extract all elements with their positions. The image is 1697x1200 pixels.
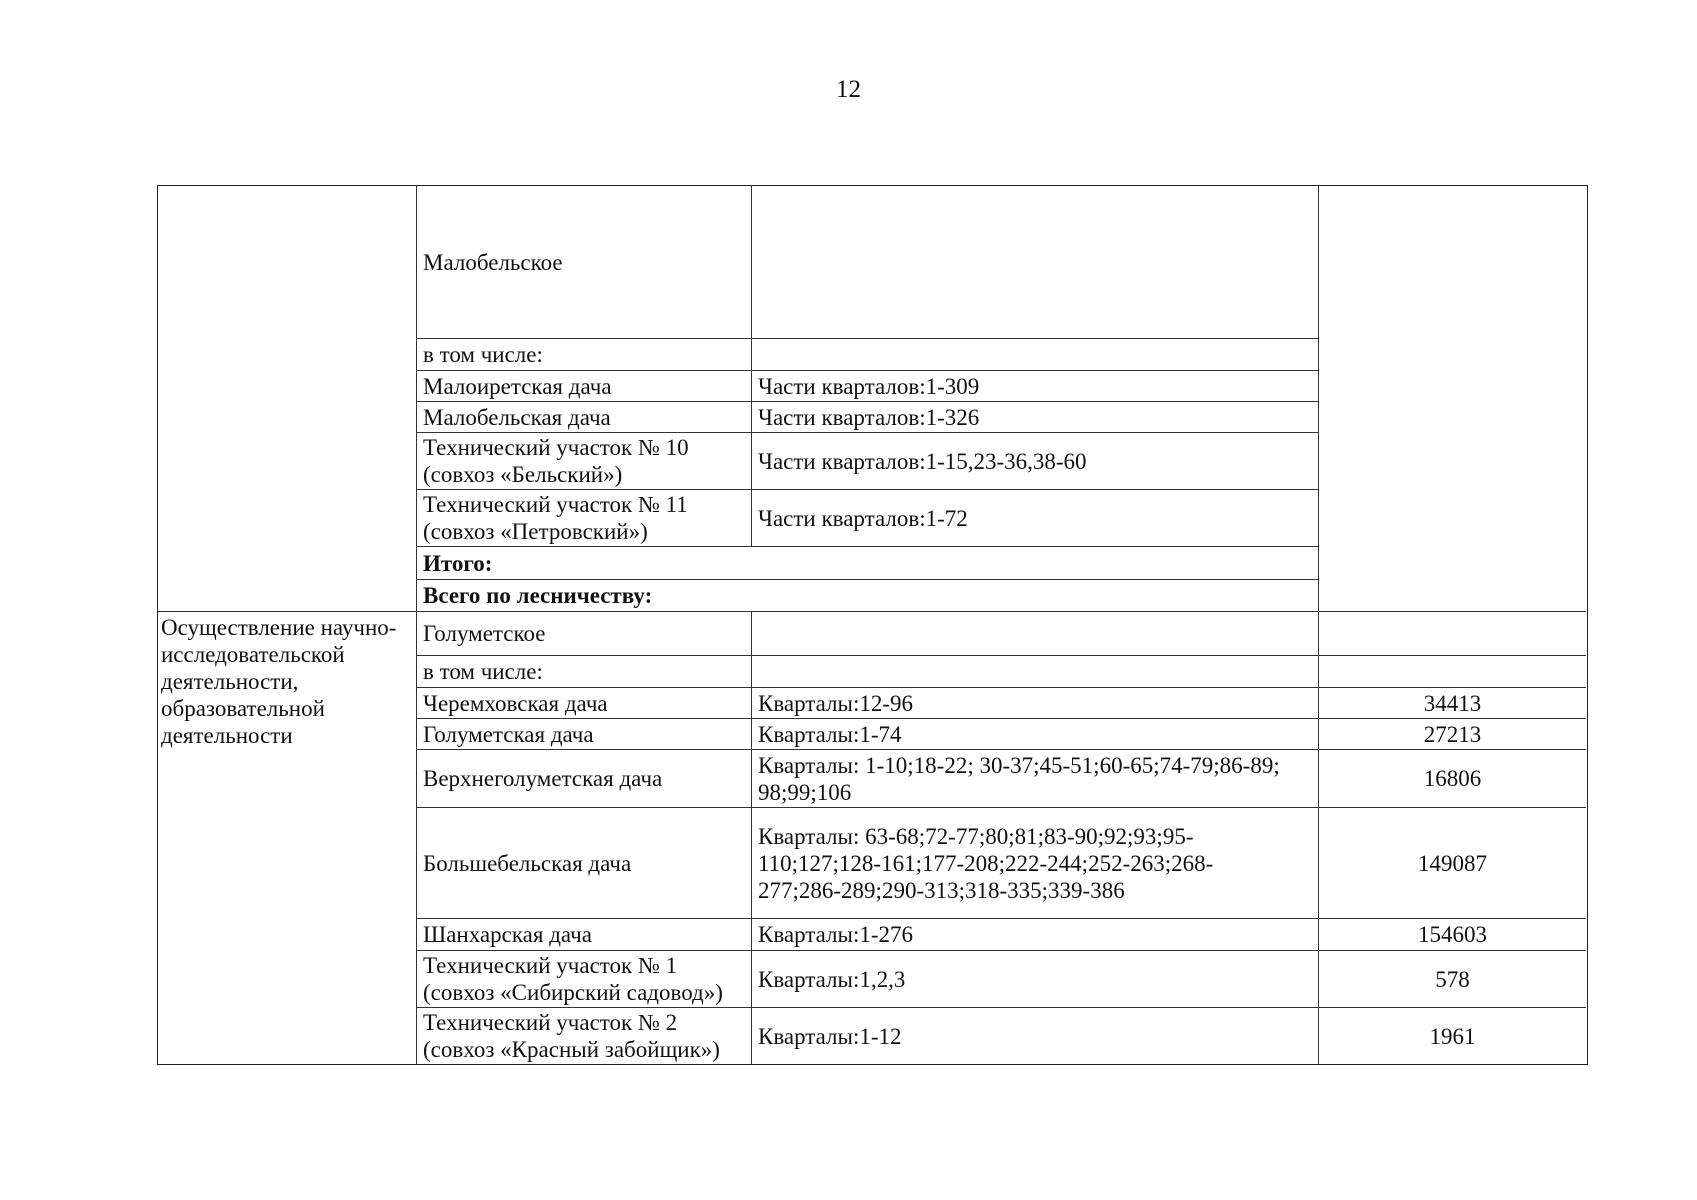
row-quarters-line: 110;127;128-161;177-208;222-244;252-263;268- bbox=[758, 850, 1214, 876]
table-row-name bbox=[416, 718, 751, 749]
row-name: Шанхарская дача bbox=[423, 922, 592, 947]
row-name-line1: Технический участок № 2 bbox=[423, 1010, 678, 1035]
row-quarters: Кварталы:1-276 bbox=[758, 922, 914, 947]
including-label: в том числе: bbox=[423, 342, 543, 367]
purpose-line: исследовательской bbox=[161, 642, 345, 667]
row-quarters: Части кварталов:1-326 bbox=[758, 404, 980, 430]
empty-area-cell bbox=[1318, 655, 1586, 687]
table-row-name bbox=[416, 370, 751, 401]
forestry-name-cell bbox=[416, 611, 751, 655]
total-label: Итого: bbox=[423, 550, 493, 576]
table-row-area bbox=[1318, 749, 1586, 807]
row-area: 149087 bbox=[1418, 850, 1487, 876]
table-row-quarters bbox=[751, 950, 1318, 1007]
table-row-quarters bbox=[751, 432, 1318, 489]
row-quarters: Части кварталов:1-309 bbox=[758, 373, 980, 399]
table-row-area bbox=[1318, 950, 1586, 1007]
row-name-line2: (совхоз «Сибирский садовод») bbox=[423, 980, 723, 1005]
table-row-area bbox=[1318, 807, 1586, 918]
row-area: 16806 bbox=[1423, 766, 1482, 791]
empty-quarters-cell bbox=[751, 338, 1318, 370]
row-area: 154603 bbox=[1418, 922, 1487, 947]
forestry-table bbox=[157, 185, 1588, 1065]
purpose-line: Осуществление научно- bbox=[161, 615, 397, 640]
purpose-line: деятельности, bbox=[161, 669, 299, 694]
row-area: 1961 bbox=[1429, 1023, 1476, 1049]
row-name-line1: Технический участок № 1 bbox=[423, 953, 678, 978]
row-name-line2: (совхоз «Петровский») bbox=[423, 519, 648, 544]
total-row bbox=[416, 546, 1318, 579]
table-row-quarters bbox=[751, 918, 1318, 950]
table-row-quarters bbox=[751, 370, 1318, 401]
area-cell-merged bbox=[1318, 186, 1586, 611]
row-name: Черемховская дача bbox=[423, 690, 608, 716]
row-quarters-line: Кварталы: 63-68;72-77;80;81;83-90;92;93;95- bbox=[758, 823, 1194, 849]
row-quarters: Части кварталов:1-15,23-36,38-60 bbox=[758, 448, 1087, 474]
table-row-name bbox=[416, 807, 751, 918]
row-name-line2: (совхоз «Бельский») bbox=[423, 462, 623, 487]
table-row-name bbox=[416, 687, 751, 718]
table-row-quarters bbox=[751, 1007, 1318, 1064]
table-row-quarters bbox=[751, 489, 1318, 546]
row-quarters: Части кварталов:1-72 bbox=[758, 505, 968, 531]
row-quarters: Кварталы:1-74 bbox=[758, 721, 902, 747]
forestry-name: Малобельское bbox=[423, 249, 563, 275]
table-row-name bbox=[416, 749, 751, 807]
including-label: в том числе: bbox=[423, 659, 543, 684]
table-row-quarters bbox=[751, 749, 1318, 807]
table-row-area bbox=[1318, 687, 1586, 718]
grand-total-row bbox=[416, 579, 1318, 611]
purpose-line: образовательной bbox=[161, 696, 325, 721]
row-area: 27213 bbox=[1423, 721, 1482, 747]
table-row-name bbox=[416, 401, 751, 432]
including-label-cell bbox=[416, 338, 751, 370]
empty-area-cell bbox=[1318, 611, 1586, 655]
row-quarters: Кварталы:12-96 bbox=[758, 690, 914, 716]
empty-quarters-cell bbox=[751, 611, 1318, 655]
table-row-quarters bbox=[751, 687, 1318, 718]
forestry-name-cell bbox=[416, 186, 751, 338]
row-name: Малоиретская дача bbox=[423, 373, 612, 399]
purpose-line: деятельности bbox=[161, 723, 293, 748]
row-quarters-line: Кварталы: 1-10;18-22; 30-37;45-51;60-65;74-79;86-89; bbox=[758, 752, 1280, 778]
row-name-line2: (совхоз «Красный забойщик») bbox=[423, 1037, 720, 1062]
table-row-quarters bbox=[751, 401, 1318, 432]
table-row-area bbox=[1318, 718, 1586, 749]
table-row-name bbox=[416, 432, 751, 489]
row-quarters-line: 277;286-289;290-313;318-335;339-386 bbox=[758, 877, 1125, 903]
row-area: 34413 bbox=[1423, 690, 1482, 716]
forestry-name: Голуметское bbox=[423, 621, 546, 646]
grand-total-label: Всего по лесничеству: bbox=[423, 583, 653, 608]
row-quarters-line: 98;99;106 bbox=[758, 779, 852, 805]
table-row-name bbox=[416, 1007, 751, 1064]
purpose-cell bbox=[158, 611, 416, 1066]
row-quarters: Кварталы:1-12 bbox=[758, 1023, 902, 1049]
table-row-name bbox=[416, 918, 751, 950]
table-row-quarters bbox=[751, 807, 1318, 918]
table-row-area bbox=[1318, 918, 1586, 950]
table-row-name bbox=[416, 489, 751, 546]
row-name-line1: Технический участок № 11 bbox=[423, 492, 688, 517]
row-quarters: Кварталы:1,2,3 bbox=[758, 966, 906, 992]
table-row-area bbox=[1318, 1007, 1586, 1064]
row-name: Большебельская дача bbox=[423, 850, 632, 876]
row-name: Малобельская дача bbox=[423, 404, 611, 430]
row-name-line1: Технический участок № 10 bbox=[423, 435, 689, 460]
row-name: Голуметская дача bbox=[423, 721, 594, 747]
including-label-cell bbox=[416, 655, 751, 687]
page-number: 12 bbox=[836, 76, 861, 103]
row-area: 578 bbox=[1435, 966, 1470, 992]
table-row-name bbox=[416, 950, 751, 1007]
forestry-quarters-cell bbox=[751, 186, 1318, 338]
row-name: Верхнеголуметская дача bbox=[423, 766, 663, 791]
table-row-quarters bbox=[751, 718, 1318, 749]
empty-quarters-cell bbox=[751, 655, 1318, 687]
